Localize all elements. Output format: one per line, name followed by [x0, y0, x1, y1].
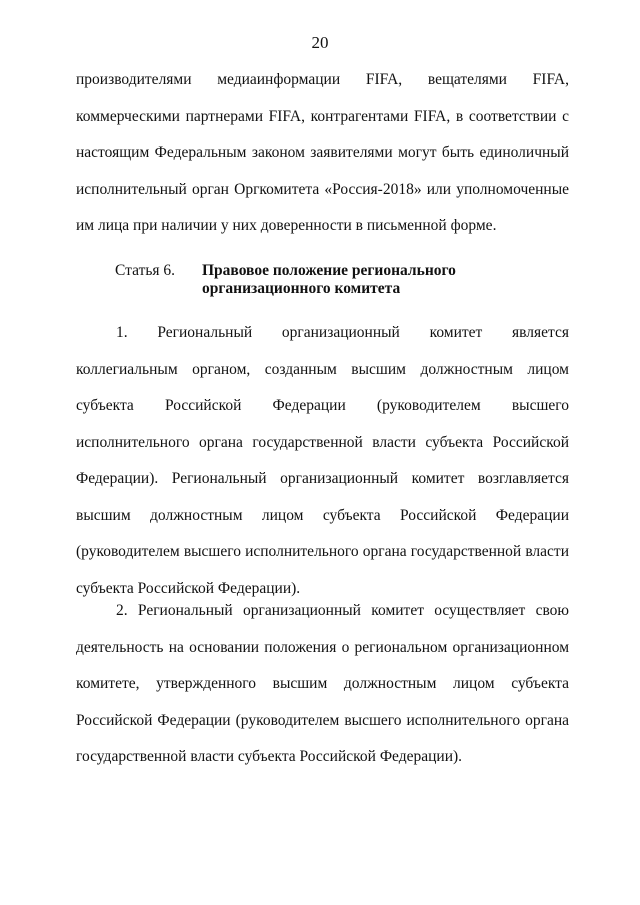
page-number: 20	[311, 33, 329, 52]
article-title: Правовое положение регионального организационного комитета	[202, 262, 456, 297]
article-number: Статья 6.	[115, 262, 176, 279]
article-paragraph-1-text: 1. Региональный организационный комитет является коллегиальным органом, созданным высшим должностным лицом субъекта Российской Федерации (руководителем высшего исполнительного органа государственной власти субъекта Российской Федерации). Региональный организационный комитет возглавляется высшим должностным лицом субъекта Российской Федерации (руководителем высшего исполнительного органа государственной власти субъекта Российской Федерации).	[76, 324, 569, 597]
article-paragraph-1	[76, 315, 569, 607]
article-paragraph-2	[76, 593, 569, 776]
article-paragraph-2-text: 2. Региональный организационный комитет осуществляет свою деятельность на основании положения о региональном организационном комитете, утвержденного высшим должностным лицом субъекта Российской Федерации (руководителем высшего исполнительного органа государственной власти субъекта Российской Федерации).	[76, 602, 569, 765]
continuation-paragraph-text: производителями медиаинформации FIFA, вещателями FIFA, коммерческими партнерами FIFA, контрагентами FIFA, в соответствии с настоящим Федеральным законом заявителями могут быть единоличный исполнительный орган Оргкомитета «Россия-2018» или уполномоченные им лица при наличии у них доверенности в письменной форме.	[76, 71, 569, 234]
continuation-paragraph	[76, 62, 569, 245]
